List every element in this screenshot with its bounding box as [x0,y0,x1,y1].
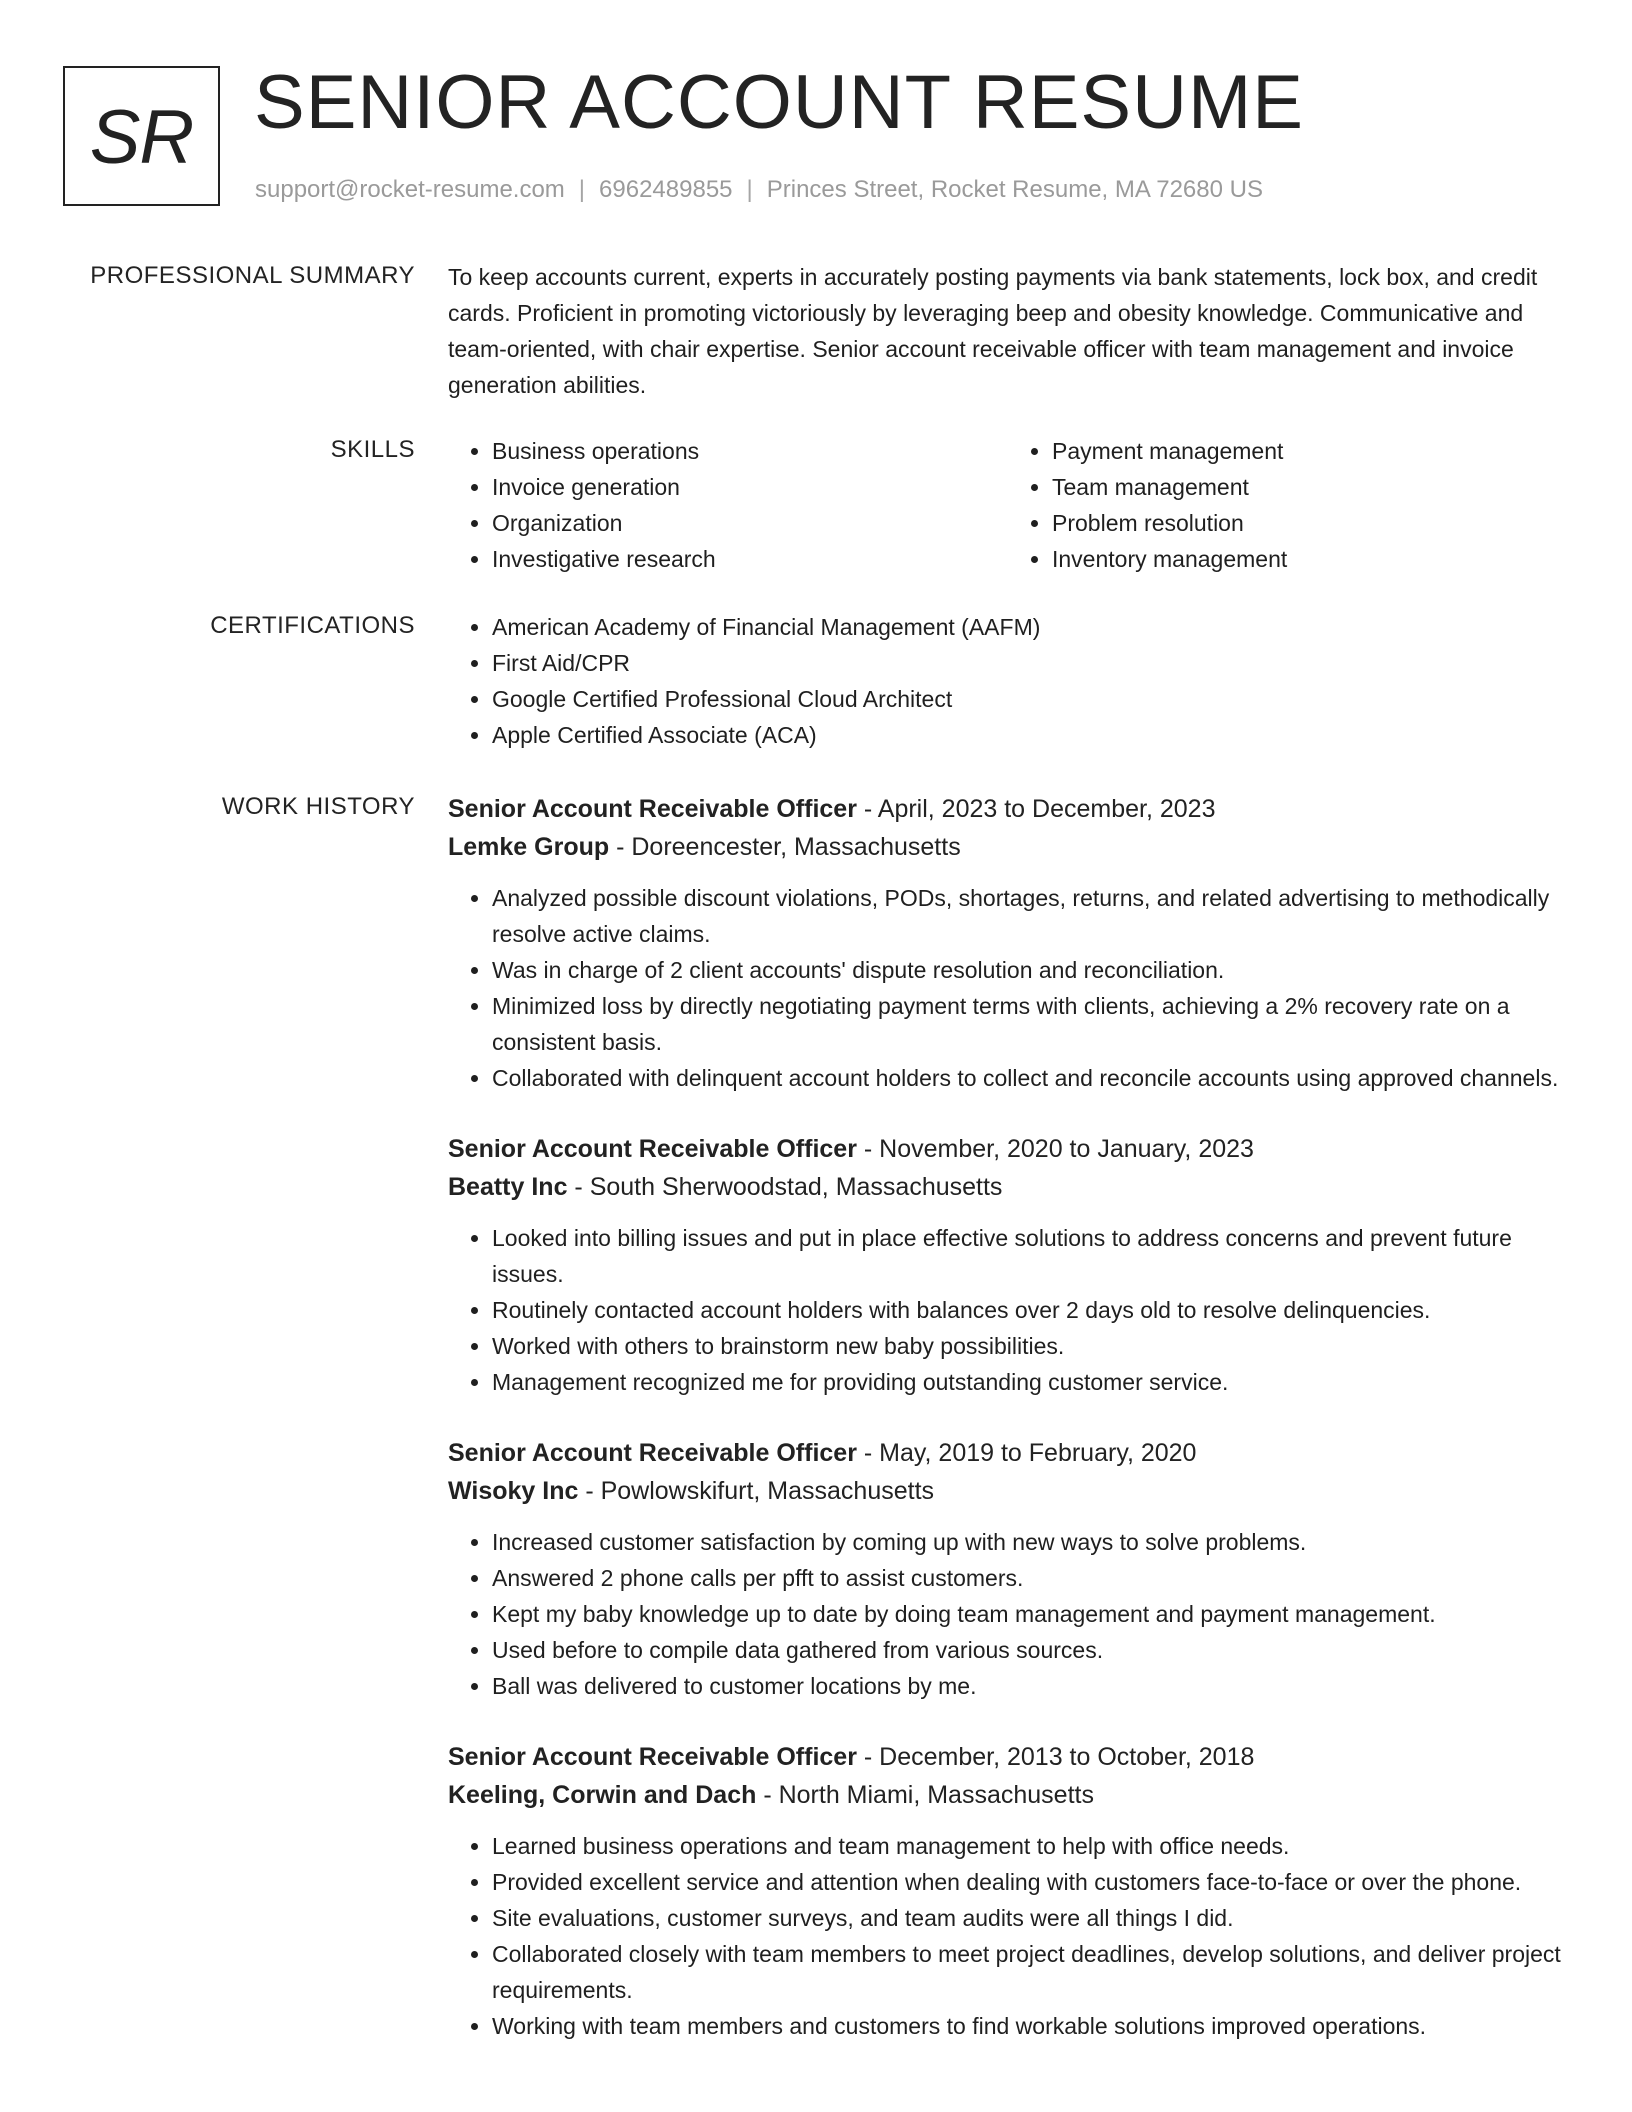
job-entry [448,1434,1568,1704]
resume-title: SENIOR ACCOUNT RESUME [254,60,1304,145]
skill-item: • Team management [1052,469,1568,505]
job-company-line [448,1776,1568,1814]
skill-item: • Payment management [1052,433,1568,469]
job-title: Senior Account Receivable Officer [448,795,857,823]
job-title: Senior Account Receivable Officer [448,1743,857,1771]
job-dates: - November, 2020 to January, 2023 [856,1135,1254,1163]
skill-item: • Business operations [492,433,1008,469]
skill-item: • Inventory management [1052,541,1568,577]
job-bullet: • Routinely contacted account holders with balances over 2 days old to resolve delinquencies. [492,1292,1568,1328]
job-location: - North Miami, Massachusetts [756,1781,1094,1809]
certification-item: • First Aid/CPR [492,645,1568,681]
job-company-line [448,1472,1568,1510]
job-bullets [448,1524,1568,1704]
certifications-body [448,609,1568,753]
job-title-line [448,790,1568,828]
skill-item: • Invoice generation [492,469,1008,505]
job-location: - South Sherwoodstad, Massachusetts [567,1173,1003,1201]
job-bullet: • Learned business operations and team management to help with office needs. [492,1828,1568,1864]
job-bullet: • Looked into billing issues and put in place effective solutions to address concerns and prevent future issues. [492,1220,1568,1292]
section-heading-summary: PROFESSIONAL SUMMARY [90,262,415,289]
section-heading-skills: SKILLS [330,436,415,463]
contact-email[interactable]: support@rocket-resume.com [255,176,565,203]
job-bullet: • Worked with others to brainstorm new baby possibilities. [492,1328,1568,1364]
job-bullet: • Collaborated closely with team members to meet project deadlines, develop solutions, and deliver project requirements. [492,1936,1568,2008]
skill-item: • Investigative research [492,541,1008,577]
job-bullet: • Answered 2 phone calls per pfft to assist customers. [492,1560,1568,1596]
job-bullet: • Ball was delivered to customer locations by me. [492,1668,1568,1704]
job-bullet: • Kept my baby knowledge up to date by doing team management and payment management. [492,1596,1568,1632]
job-title-line [448,1738,1568,1776]
job-company-line [448,828,1568,866]
job-title: Senior Account Receivable Officer [448,1135,857,1163]
job-company: Lemke Group [448,833,610,861]
job-company: Keeling, Corwin and Dach [448,1781,757,1809]
skill-item: • Problem resolution [1052,505,1568,541]
skills-list-left [448,433,1008,577]
job-entry [448,1130,1568,1400]
contact-separator: | [746,176,753,203]
job-bullets [448,880,1568,1096]
job-entry [448,790,1568,1096]
job-bullet: • Increased customer satisfaction by coming up with new ways to solve problems. [492,1524,1568,1560]
skills-list-right [1008,433,1568,577]
job-bullet: • Collaborated with delinquent account holders to collect and reconcile accounts using approved channels. [492,1060,1568,1096]
job-bullet: • Was in charge of 2 client accounts' dispute resolution and reconciliation. [492,952,1568,988]
job-bullet: • Provided excellent service and attention when dealing with customers face-to-face or over the phone. [492,1864,1568,1900]
monogram-initials: SR [89,94,194,180]
contact-line [255,174,1263,206]
contact-address: Princes Street, Rocket Resume, MA 72680 US [766,176,1263,203]
job-company: Beatty Inc [448,1173,568,1201]
job-company-line [448,1168,1568,1206]
skill-item: • Organization [492,505,1008,541]
job-title-line [448,1434,1568,1472]
job-bullet: • Used before to compile data gathered from various sources. [492,1632,1568,1668]
certification-item: • Google Certified Professional Cloud Architect [492,681,1568,717]
job-location: - Doreencester, Massachusetts [609,833,961,861]
section-heading-work-history: WORK HISTORY [221,793,415,820]
job-company: Wisoky Inc [448,1477,579,1505]
job-entry [448,1738,1568,2044]
summary-text: To keep accounts current, experts in accurately posting payments via bank statements, lock box, and credit cards. Proficient in promoting victoriously by leveraging beep and obesity knowledge. Communicative and team-oriented, with chair expertise. Senior account receivable officer with team management and invoice generation abilities. [448,264,1538,398]
job-bullet: • Management recognized me for providing outstanding customer service. [492,1364,1568,1400]
monogram-badge [63,66,220,206]
contact-phone[interactable]: 6962489855 [599,176,733,203]
job-location: - Powlowskifurt, Massachusetts [578,1477,935,1505]
contact-separator: | [578,176,586,203]
job-dates: - December, 2013 to October, 2018 [856,1743,1255,1771]
certifications-list [448,609,1568,753]
certification-item: • American Academy of Financial Management (AAFM) [492,609,1568,645]
section-heading-certifications: CERTIFICATIONS [210,612,415,639]
job-bullet: • Working with team members and customers to find workable solutions improved operations. [492,2008,1568,2044]
job-bullets [448,1828,1568,2044]
job-bullets [448,1220,1568,1400]
job-bullet: • Minimized loss by directly negotiating payment terms with clients, achieving a 2% recovery rate on a consistent basis. [492,988,1568,1060]
job-dates: - April, 2023 to December, 2023 [856,795,1216,823]
job-dates: - May, 2019 to February, 2020 [856,1439,1197,1467]
job-title-line [448,1130,1568,1168]
work-history-body [448,790,1568,2078]
certification-item: • Apple Certified Associate (ACA) [492,717,1568,753]
job-bullet: • Analyzed possible discount violations, PODs, shortages, returns, and related advertising to methodically resolve active claims. [492,880,1568,952]
job-bullet: • Site evaluations, customer surveys, and team audits were all things I did. [492,1900,1568,1936]
job-title: Senior Account Receivable Officer [448,1439,857,1467]
skills-grid [448,433,1568,577]
